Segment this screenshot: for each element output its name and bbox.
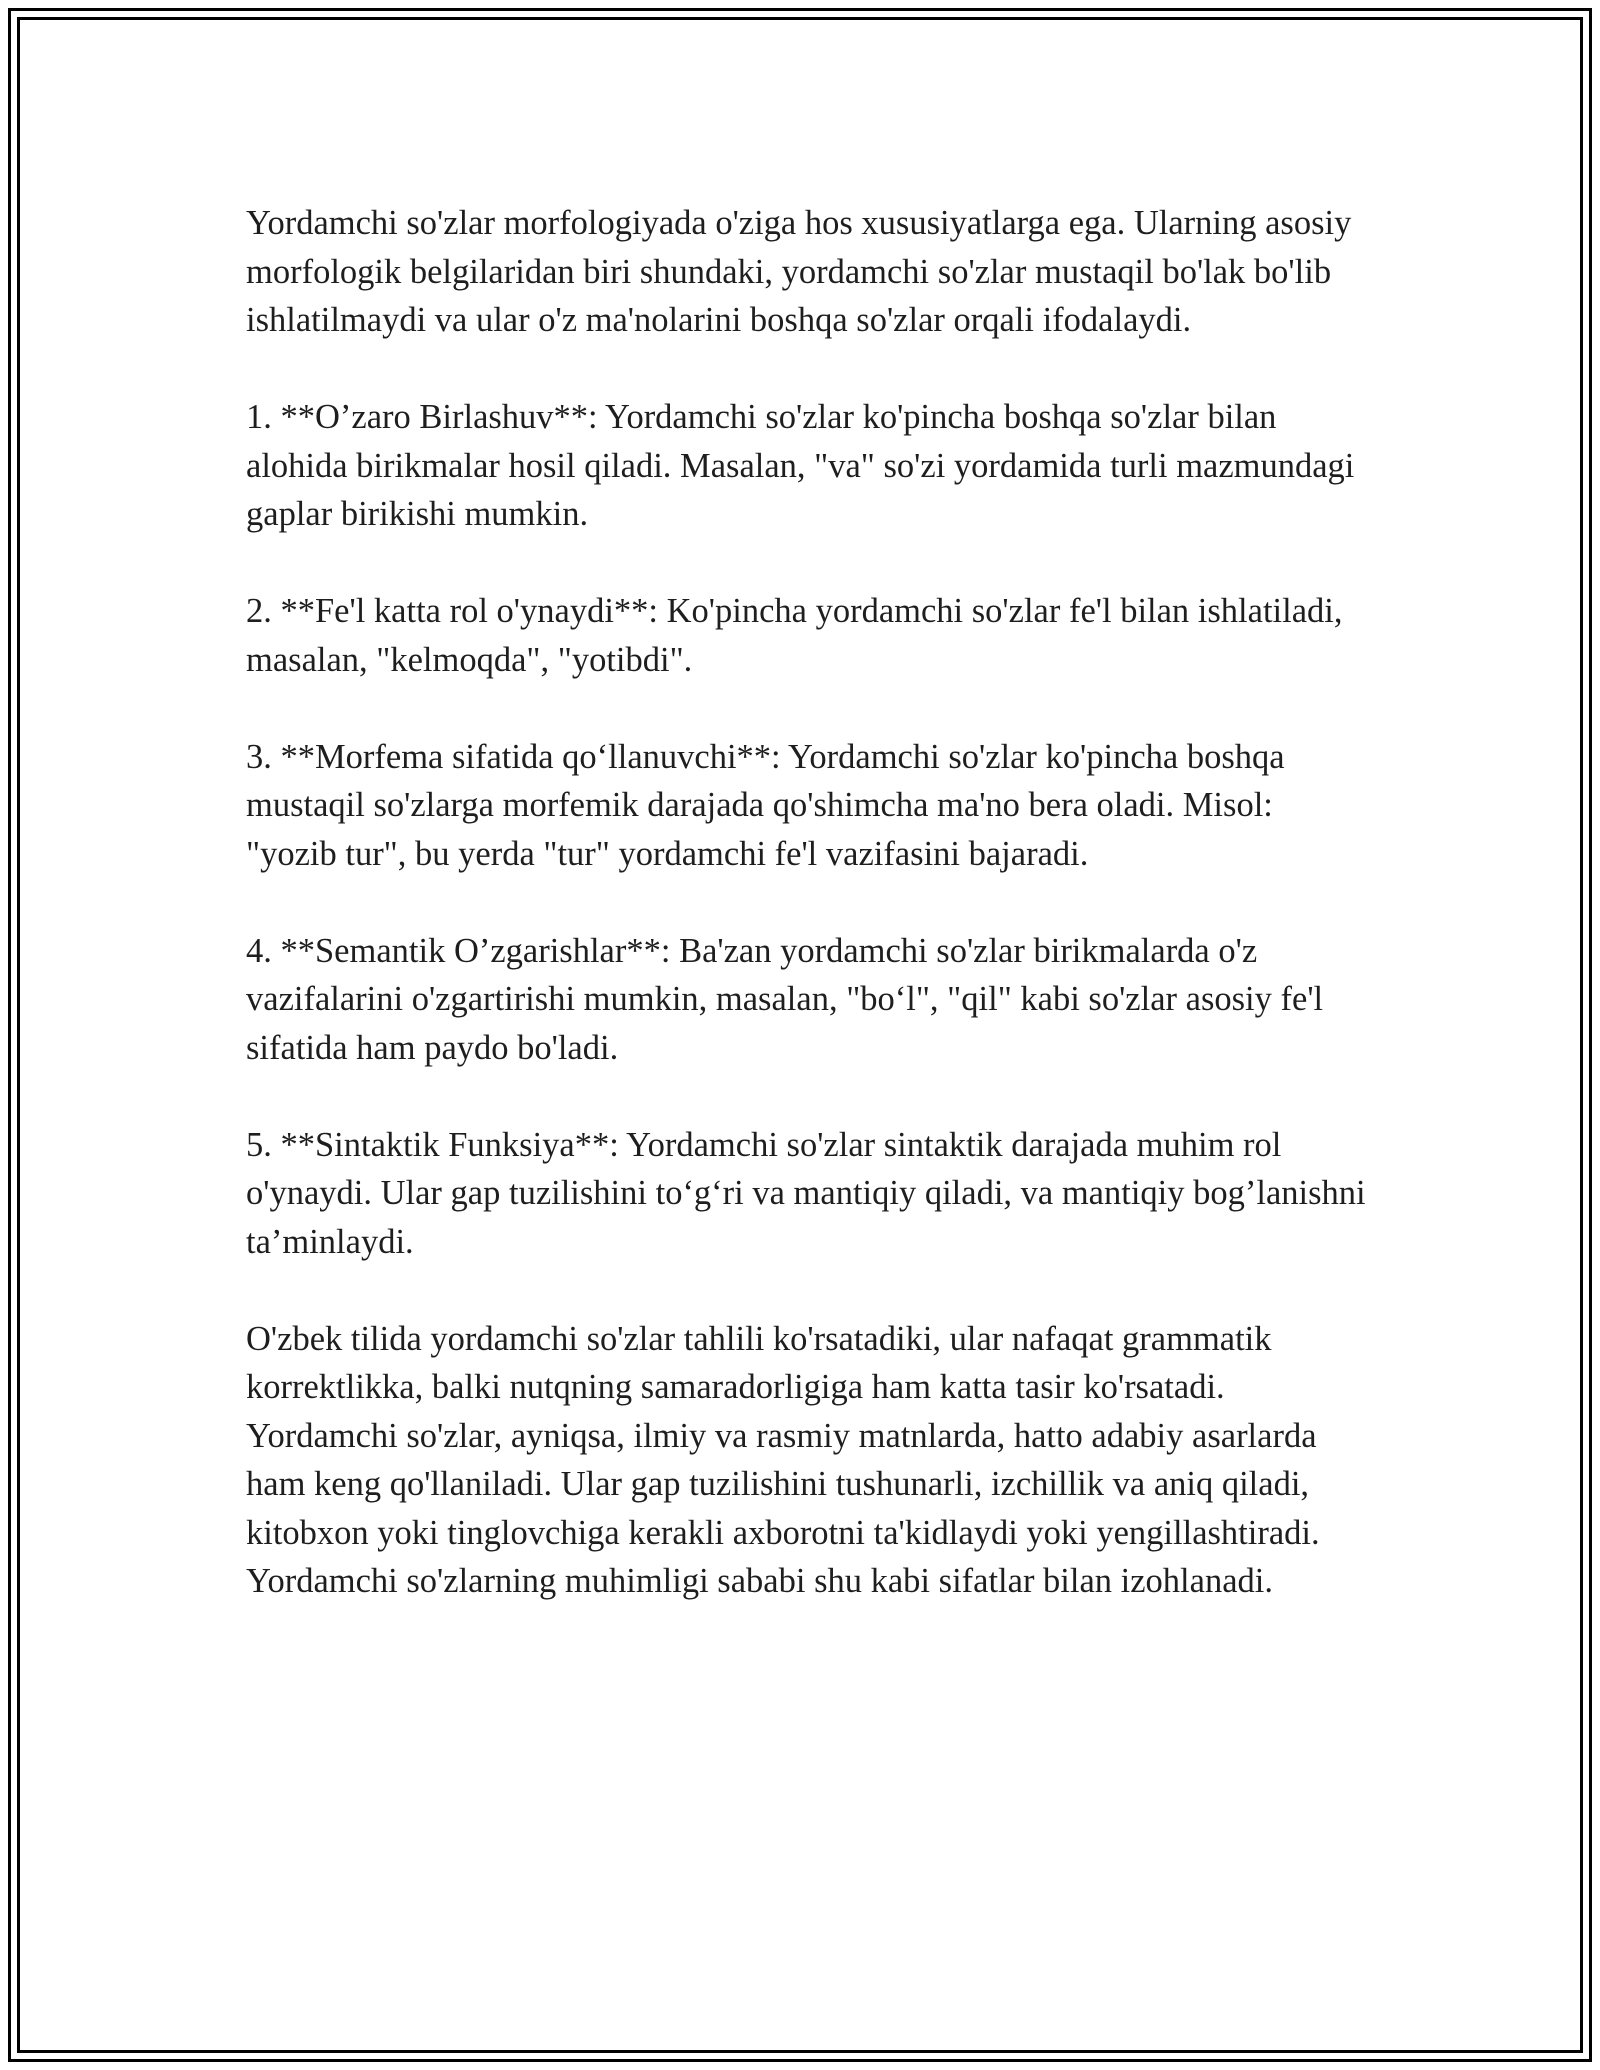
list-item: 1. **O’zaro Birlashuv**: Yordamchi so'zlar ko'pincha boshqa so'zlar bilan alohida birikmalar hosil qiladi. Masalan, "va" so'zi yordamida turli mazmundagi gaplar birikishi mumkin. [246, 398, 1355, 533]
list-item: 3. **Morfema sifatida qo‘llanuvchi**: Yordamchi so'zlar ko'pincha boshqa mustaqil so'zlarga morfemik darajada qo'shimcha ma'no bera oladi. Misol: "yozib tur", bu yerda "tur" yordamchi fe'l vazifasini bajaradi. [246, 737, 1285, 873]
list-item: 4. **Semantik O’zgarishlar**: Ba'zan yordamchi so'zlar birikmalarda o'z vazifalarini o'zgartirishi mumkin, masalan, "bo‘l", "qil" kabi so'zlar asosiy fe'l sifatida ham paydo bo'ladi. [246, 931, 1324, 1067]
page-border-outer [8, 8, 1592, 2062]
document-body [246, 199, 1371, 1606]
list-item: 2. **Fe'l katta rol o'ynaydi**: Ko'pincha yordamchi so'zlar fe'l bilan ishlatiladi, masalan, "kelmoqda", "yotibdi". [246, 592, 1343, 679]
list-item: 5. **Sintaktik Funksiya**: Yordamchi so'zlar sintaktik darajada muhim rol o'ynaydi. Ular gap tuzilishini to‘g‘ri va mantiqiy qiladi, va mantiqiy bog’lanishni ta’minlaydi. [246, 1125, 1366, 1261]
conclusion-paragraph: O'zbek tilida yordamchi so'zlar tahlili ko'rsatadiki, ular nafaqat grammatik korrektlikka, balki nutqning samaradorligiga ham katta tasir ko'rsatadi. Yordamchi so'zlar, ayniqsa, ilmiy va rasmiy matnlarda, hatto adabiy asarlarda ham keng qo'llaniladi. Ular gap tuzilishini tushunarli, izchillik va aniq qiladi, kitobxon yoki tinglovchiga kerakli axborotni ta'kidlaydi yoki yengillashtiradi. Yordamchi so'zlarning muhimligi sababi shu kabi sifatlar bilan izohlanadi. [246, 1319, 1320, 1600]
intro-paragraph: Yordamchi so'zlar morfologiyada o'ziga hos xususiyatlarga ega. Ularning asosiy morfologik belgilaridan biri shundaki, yordamchi so'zlar mustaqil bo'lak bo'lib ishlatilmaydi va ular o'z ma'nolarini boshqa so'zlar orqali ifodalaydi. [246, 204, 1352, 339]
